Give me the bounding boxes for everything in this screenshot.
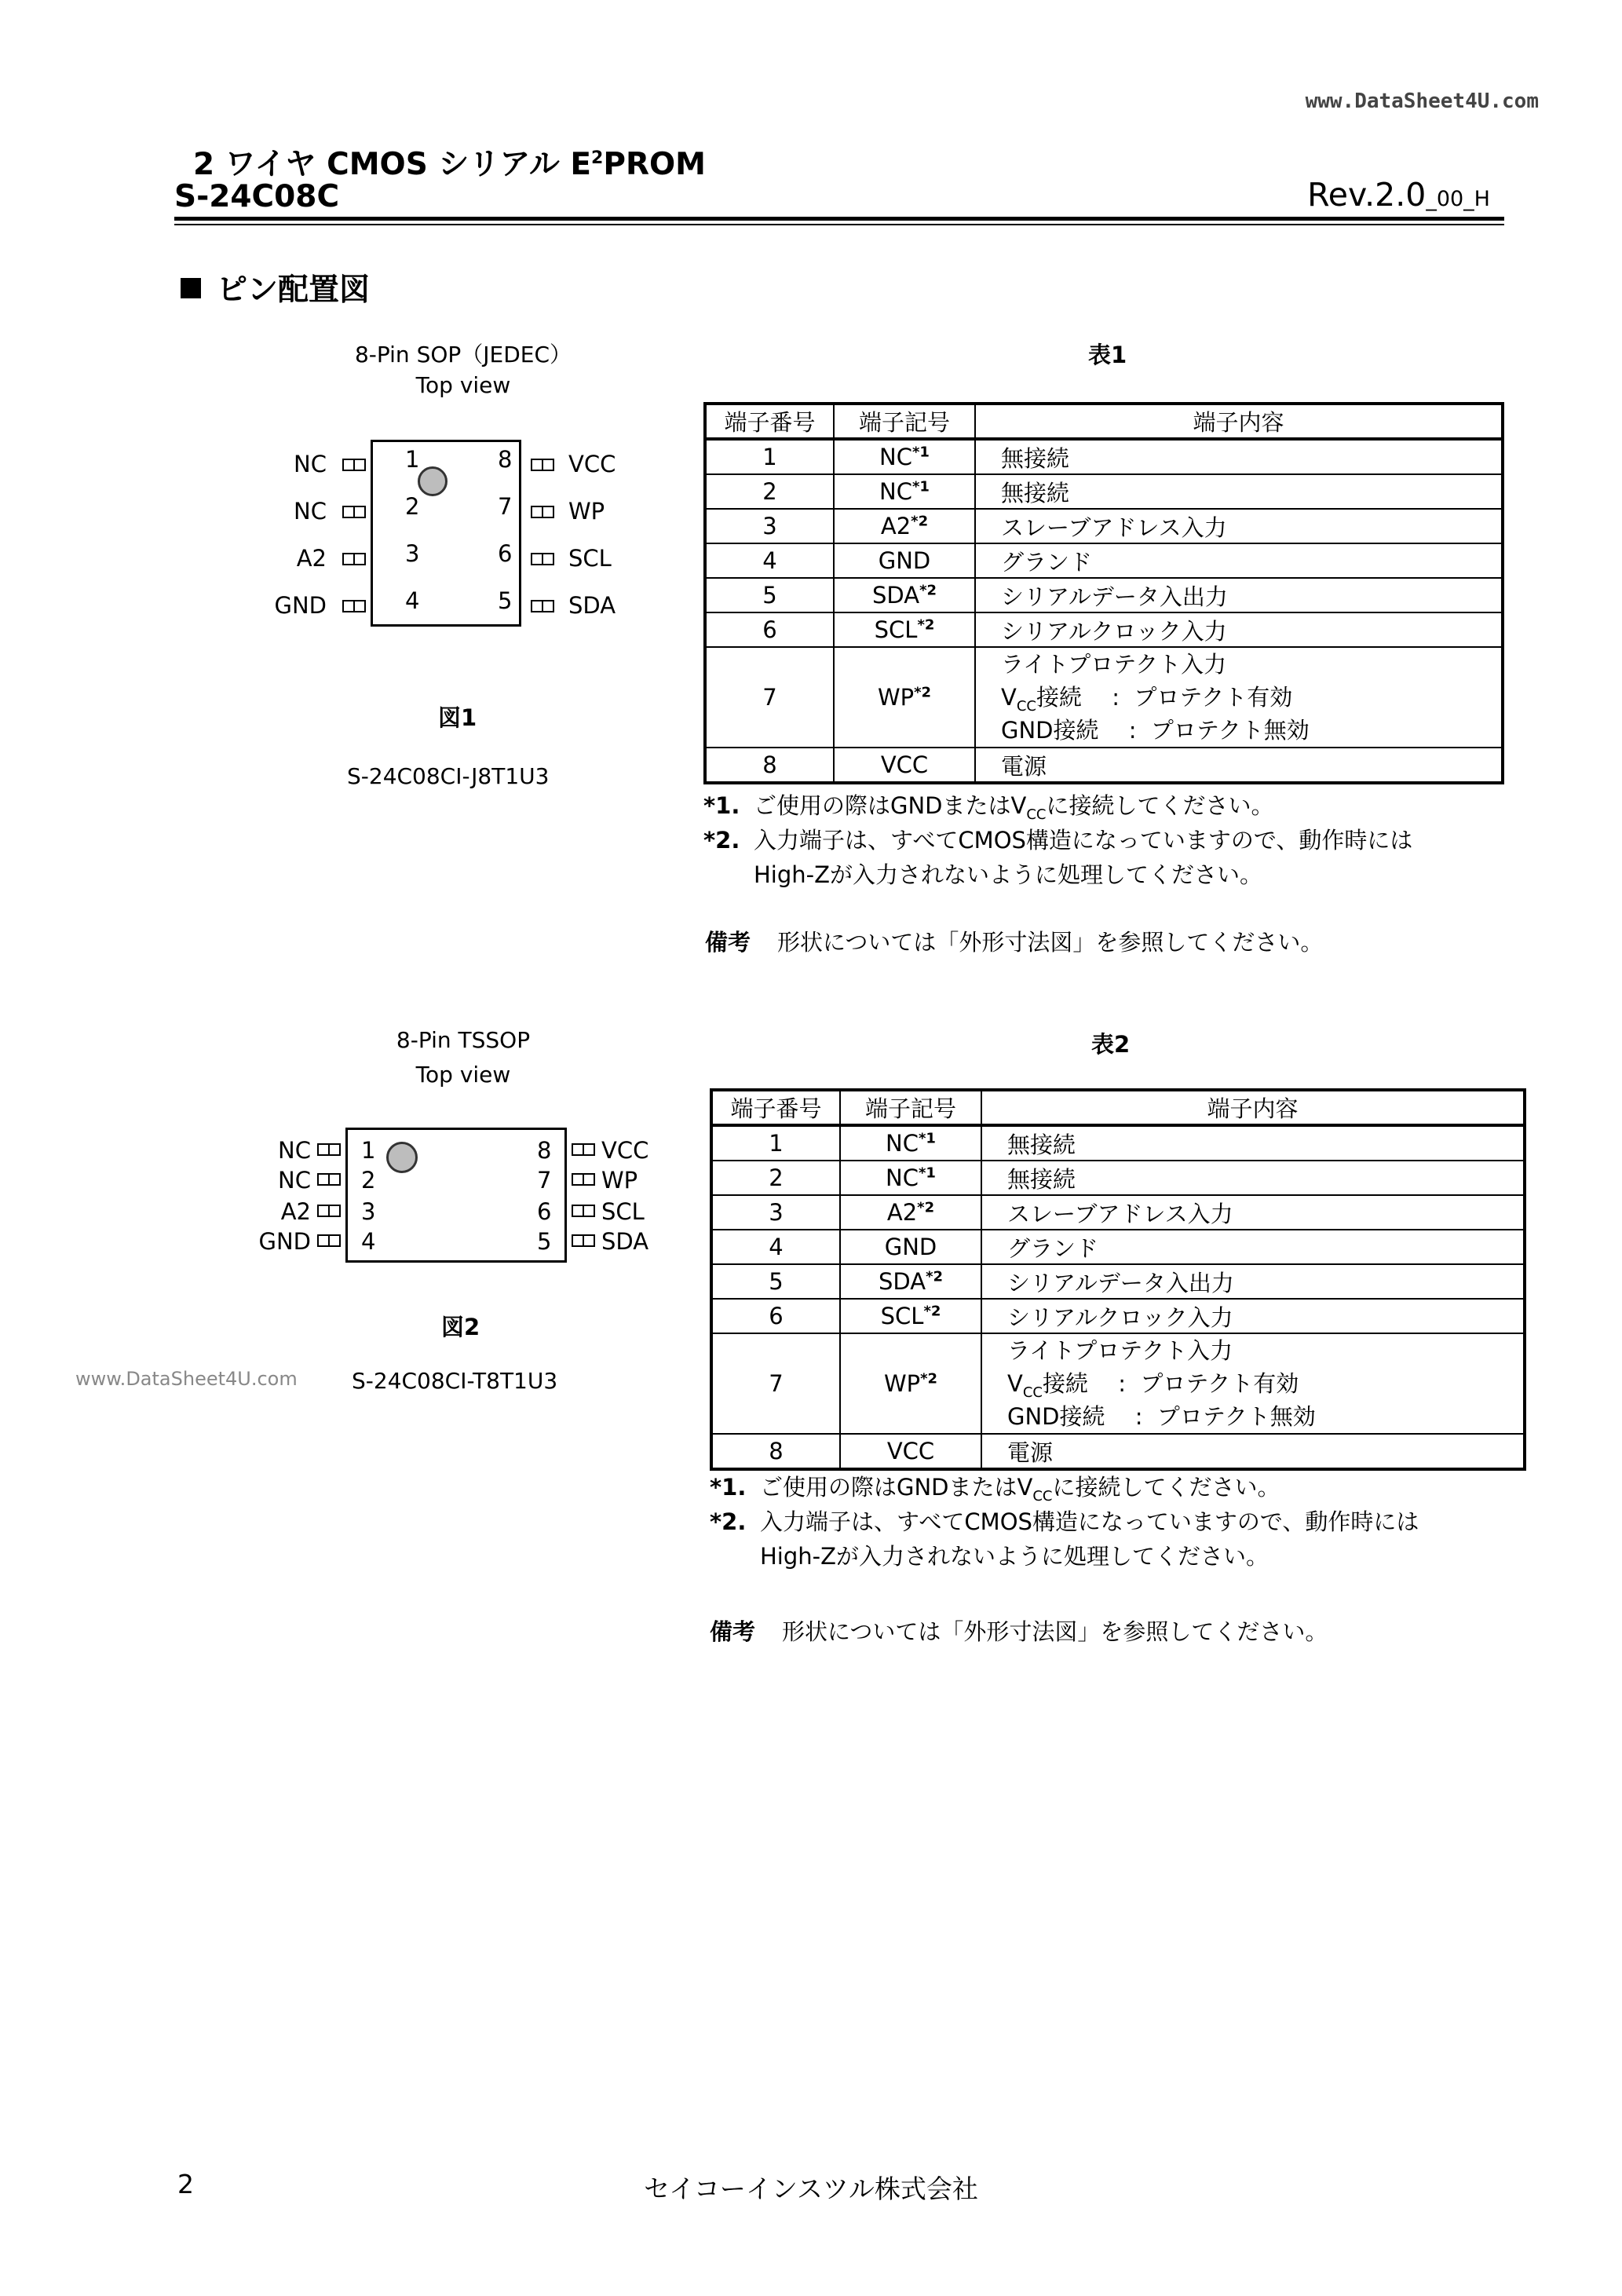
pkg1-left-pin-label: NC bbox=[294, 498, 327, 525]
header-pin-symbol: 端子記号 bbox=[834, 404, 975, 439]
pin-symbol: NC$^{*1}$ bbox=[840, 1125, 981, 1161]
pin-symbol: NC$^{*1}$ bbox=[834, 439, 975, 474]
pin-lead-icon bbox=[317, 1234, 341, 1247]
wp-desc-line1: ライトプロテクト入力 bbox=[1007, 1337, 1233, 1364]
header-pin-description: 端子内容 bbox=[975, 404, 1503, 439]
table-row bbox=[705, 509, 1503, 543]
pin-description: 無接続 bbox=[981, 1161, 1525, 1195]
remark: 備考 形状については「外形寸法図」を参照してください。 bbox=[710, 1618, 1328, 1645]
table-row bbox=[705, 647, 1503, 748]
pkg2-pin-number: 6 bbox=[537, 1198, 552, 1225]
table-row bbox=[705, 543, 1503, 578]
pin-lead-icon bbox=[572, 1234, 595, 1247]
pkg1-pin-number: 4 bbox=[405, 587, 420, 614]
pin-table-2 bbox=[710, 1088, 1526, 1471]
package1-model: S-24C08CI-J8T1U3 bbox=[347, 763, 550, 789]
table-row bbox=[711, 1299, 1525, 1333]
package2-model: S-24C08CI-T8T1U3 bbox=[352, 1368, 558, 1394]
document-title bbox=[193, 140, 706, 184]
pin-lead-icon bbox=[317, 1143, 341, 1156]
square-bullet-icon bbox=[181, 278, 201, 298]
pkg2-right-pin-label: SCL bbox=[601, 1198, 645, 1225]
pin-number: 4 bbox=[705, 543, 834, 578]
figure1-caption: 図1 bbox=[438, 704, 477, 731]
pin-description: 無接続 bbox=[975, 439, 1503, 474]
pin-lead-icon bbox=[342, 459, 366, 471]
wp-desc-line3: GND接続 : プロテクト無効 bbox=[1007, 1403, 1316, 1430]
pkg2-pin-number: 1 bbox=[361, 1137, 376, 1164]
pkg1-pin-number: 3 bbox=[405, 540, 420, 567]
pin-number: 4 bbox=[711, 1230, 840, 1264]
pkg1-pin-number: 8 bbox=[498, 446, 513, 473]
pin1-marker-icon bbox=[418, 466, 448, 496]
pin-description: シリアルデータ入出力 bbox=[981, 1264, 1525, 1299]
pkg1-left-pin-label: GND bbox=[274, 592, 327, 619]
pin-description bbox=[975, 647, 1503, 748]
pin-symbol: GND bbox=[840, 1230, 981, 1264]
note-1: *1. ご使用の際はGNDまたは$V_{CC}$に接続してください。 bbox=[703, 792, 1274, 823]
pkg2-pin-number: 7 bbox=[537, 1167, 552, 1194]
watermark-left: www.DataSheet4U.com bbox=[75, 1368, 298, 1390]
pin-description bbox=[981, 1333, 1525, 1434]
pin-symbol: VCC bbox=[834, 748, 975, 783]
pkg2-left-pin-label: NC bbox=[278, 1137, 311, 1164]
pkg2-left-pin-label: A2 bbox=[280, 1198, 311, 1225]
pin-lead-icon bbox=[342, 506, 366, 518]
wp-desc-line1: ライトプロテクト入力 bbox=[1001, 651, 1227, 678]
pkg1-right-pin-label: WP bbox=[568, 498, 605, 525]
pkg2-pin-number: 5 bbox=[537, 1228, 552, 1255]
wp-desc-line2: $V_{CC}$接続 : プロテクト有効 bbox=[1007, 1370, 1299, 1401]
pin-number: 1 bbox=[705, 439, 834, 474]
pin-symbol: SDA$^{*2}$ bbox=[834, 578, 975, 612]
section-heading bbox=[181, 265, 370, 309]
pin-description: 電源 bbox=[981, 1434, 1525, 1469]
part-number: S-24C08C bbox=[174, 179, 340, 214]
pin-lead-icon bbox=[531, 506, 554, 518]
pkg1-pin-number: 6 bbox=[498, 540, 513, 567]
wp-desc-line3: GND接続 : プロテクト無効 bbox=[1001, 717, 1310, 744]
pin-number: 3 bbox=[705, 509, 834, 543]
table-row bbox=[705, 612, 1503, 647]
pin-number: 6 bbox=[705, 612, 834, 647]
pin-description: グランド bbox=[981, 1230, 1525, 1264]
header-pin-number: 端子番号 bbox=[711, 1090, 840, 1125]
pkg1-pin-number: 1 bbox=[405, 446, 420, 473]
pkg1-pin-number: 7 bbox=[498, 493, 513, 520]
pin-lead-icon bbox=[531, 600, 554, 612]
revision bbox=[1307, 176, 1490, 214]
pin-description: シリアルクロック入力 bbox=[981, 1299, 1525, 1333]
pin-symbol: NC$^{*1}$ bbox=[834, 474, 975, 509]
table-row bbox=[711, 1230, 1525, 1264]
remark: 備考 形状については「外形寸法図」を参照してください。 bbox=[705, 929, 1324, 956]
pin-number: 5 bbox=[705, 578, 834, 612]
pin-number: 2 bbox=[711, 1161, 840, 1195]
pkg2-pin-number: 4 bbox=[361, 1228, 376, 1255]
table-row bbox=[705, 748, 1503, 783]
package1-name: 8-Pin SOP（JEDEC） bbox=[354, 342, 572, 367]
table1-caption: 表1 bbox=[1088, 342, 1127, 368]
pin-number: 5 bbox=[711, 1264, 840, 1299]
pin-symbol: GND bbox=[834, 543, 975, 578]
pin-table-1 bbox=[703, 402, 1504, 784]
section-title: ピン配置図 bbox=[217, 272, 371, 308]
company-name: セイコーインスツル株式会社 bbox=[644, 2174, 978, 2204]
pkg2-right-pin-label: SDA bbox=[601, 1228, 649, 1255]
pkg1-pin-number: 5 bbox=[498, 587, 513, 614]
pin-lead-icon bbox=[572, 1173, 595, 1186]
title-prefix: 2 ワイヤ CMOS シリアル E bbox=[193, 147, 592, 182]
figure2-caption: 図2 bbox=[441, 1314, 480, 1340]
note-2: *2. 入力端子は、すべてCMOS構造になっていますので、動作時には bbox=[710, 1508, 1419, 1535]
pin-description: シリアルクロック入力 bbox=[975, 612, 1503, 647]
note-1: *1. ご使用の際はGNDまたは$V_{CC}$に接続してください。 bbox=[710, 1474, 1280, 1504]
title-superscript: 2 bbox=[591, 148, 604, 168]
pin-symbol: SDA$^{*2}$ bbox=[840, 1264, 981, 1299]
pin1-marker-icon bbox=[386, 1142, 418, 1173]
package1-view: Top view bbox=[415, 372, 511, 398]
pin-number: 6 bbox=[711, 1299, 840, 1333]
pin-lead-icon bbox=[531, 459, 554, 471]
table-row bbox=[705, 439, 1503, 474]
pin-lead-icon bbox=[317, 1205, 341, 1217]
pin-lead-icon bbox=[572, 1205, 595, 1217]
header-pin-number: 端子番号 bbox=[705, 404, 834, 439]
pin-number: 7 bbox=[705, 647, 834, 748]
note-2-continued: High-Zが入力されないように処理してください。 bbox=[754, 861, 1262, 888]
table-row bbox=[711, 1125, 1525, 1161]
table-row bbox=[711, 1333, 1525, 1434]
pin-lead-icon bbox=[342, 553, 366, 565]
table-header-row bbox=[711, 1090, 1525, 1125]
table-row bbox=[711, 1161, 1525, 1195]
table-row bbox=[711, 1434, 1525, 1469]
package2-name: 8-Pin TSSOP bbox=[396, 1027, 531, 1053]
revision-main: Rev.2.0 bbox=[1307, 176, 1427, 214]
pin-number: 7 bbox=[711, 1333, 840, 1434]
table-row bbox=[705, 474, 1503, 509]
pkg1-right-pin-label: SDA bbox=[568, 592, 616, 619]
pin-symbol: WP$^{*2}$ bbox=[840, 1333, 981, 1434]
pin-number: 8 bbox=[711, 1434, 840, 1469]
package2-view: Top view bbox=[415, 1062, 511, 1088]
pin-number: 8 bbox=[705, 748, 834, 783]
pkg2-right-pin-label: VCC bbox=[601, 1137, 649, 1164]
pkg2-pin-number: 3 bbox=[361, 1198, 376, 1225]
pin-symbol: SCL$^{*2}$ bbox=[834, 612, 975, 647]
pin-symbol: A2$^{*2}$ bbox=[840, 1195, 981, 1230]
pkg1-left-pin-label: A2 bbox=[296, 545, 327, 572]
pin-lead-icon bbox=[531, 553, 554, 565]
page-number: 2 bbox=[177, 2169, 194, 2199]
note-2: *2. 入力端子は、すべてCMOS構造になっていますので、動作時には bbox=[703, 827, 1413, 854]
pin-lead-icon bbox=[342, 600, 366, 612]
pkg2-right-pin-label: WP bbox=[601, 1167, 638, 1194]
pin-number: 1 bbox=[711, 1125, 840, 1161]
wp-desc-line2: $V_{CC}$接続 : プロテクト有効 bbox=[1001, 684, 1293, 715]
watermark-top: www.DataSheet4U.com bbox=[1305, 90, 1539, 113]
pkg2-left-pin-label: NC bbox=[278, 1167, 311, 1194]
note-2-continued: High-Zが入力されないように処理してください。 bbox=[760, 1543, 1269, 1570]
table-row bbox=[711, 1195, 1525, 1230]
pin-symbol: SCL$^{*2}$ bbox=[840, 1299, 981, 1333]
pkg2-pin-number: 8 bbox=[537, 1137, 552, 1164]
table-row bbox=[705, 578, 1503, 612]
pin-symbol: VCC bbox=[840, 1434, 981, 1469]
pin-description: 無接続 bbox=[975, 474, 1503, 509]
pin-number: 3 bbox=[711, 1195, 840, 1230]
table-header-row bbox=[705, 404, 1503, 439]
pin-lead-icon bbox=[317, 1173, 341, 1186]
pkg1-left-pin-label: NC bbox=[294, 451, 327, 477]
pin-number: 2 bbox=[705, 474, 834, 509]
pkg2-left-pin-label: GND bbox=[258, 1228, 311, 1255]
revision-sub: _00_H bbox=[1426, 187, 1490, 211]
table-row bbox=[711, 1264, 1525, 1299]
header-pin-symbol: 端子記号 bbox=[840, 1090, 981, 1125]
pin-description: 無接続 bbox=[981, 1125, 1525, 1161]
header-pin-description: 端子内容 bbox=[981, 1090, 1525, 1125]
title-suffix: PROM bbox=[603, 147, 706, 182]
pin-symbol: WP$^{*2}$ bbox=[834, 647, 975, 748]
header-rule-thick bbox=[174, 217, 1504, 221]
pin-description: スレーブアドレス入力 bbox=[975, 509, 1503, 543]
pin-description: スレーブアドレス入力 bbox=[981, 1195, 1525, 1230]
pkg1-right-pin-label: SCL bbox=[568, 545, 612, 572]
table2-caption: 表2 bbox=[1091, 1031, 1131, 1058]
pkg1-pin-number: 2 bbox=[405, 493, 420, 520]
pin-symbol: A2$^{*2}$ bbox=[834, 509, 975, 543]
pin-lead-icon bbox=[572, 1143, 595, 1156]
package2-body bbox=[345, 1128, 567, 1263]
pin-symbol: NC$^{*1}$ bbox=[840, 1161, 981, 1195]
pkg1-right-pin-label: VCC bbox=[568, 451, 616, 477]
pin-description: グランド bbox=[975, 543, 1503, 578]
pin-description: 電源 bbox=[975, 748, 1503, 783]
pin-description: シリアルデータ入出力 bbox=[975, 578, 1503, 612]
header-rule-thin bbox=[174, 224, 1504, 225]
pkg2-pin-number: 2 bbox=[361, 1167, 376, 1194]
